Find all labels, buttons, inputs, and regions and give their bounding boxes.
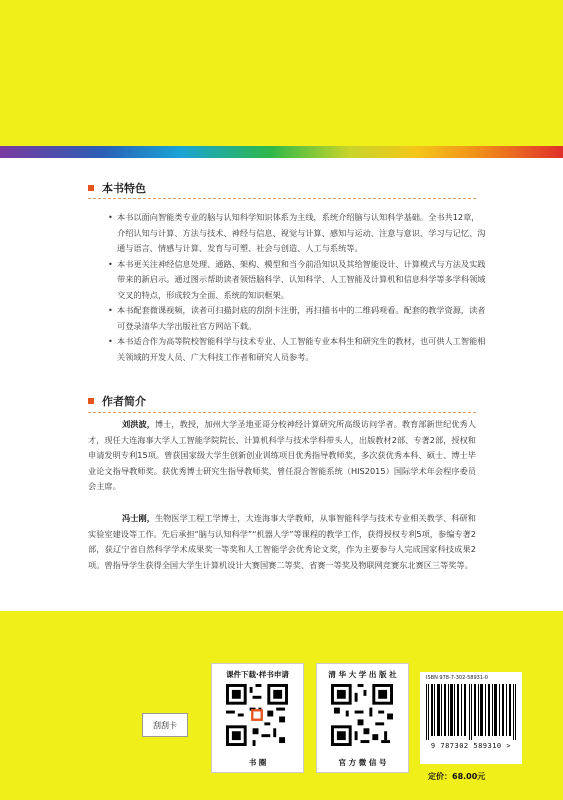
author-bio-1 [88,417,476,495]
features-list [108,210,486,365]
qr-code-icon[interactable] [331,684,393,746]
author-bio-text: 博士，教授，加州大学圣地亚哥分校神经计算研究所高级访问学者。教育部新世纪优秀人才，现任大连海事大学人工智能学院院长、计算机科学与技术学科带头人，出版教材2部、专著2部，授权和申请发明专利15项。曾获国家级大学生创新创业训练项目优秀指导教师奖，多次获优秀本科、硕士、博士毕业论文指导教师奖。获优秀博士研究生指导教师奖，曾任混合智能系统（HIS2015）国际学术年会程序委员会主席。 [88,419,476,491]
square-bullet-icon [88,398,94,404]
authors-title: 作者简介 [102,395,146,408]
divider [88,412,476,413]
qr-card-header: 清 华 大 学 出 版 社 [328,670,397,679]
feature-item: • 本书更关注神经信息处理、通路、架构、模型和当今前沿知识及其给智能设计、计算模式与方法及实践带来的新启示。通过图示帮助读者领悟脑科学、认知科学、人工智能及计算机和信息科学等多学科领域交叉的特点，形成较为全面、系统的知识框架。 [108,257,486,304]
qr-card-footer: 书 圈 [248,758,267,767]
qr-card-header: 课件下载·样书申请 [226,670,289,679]
features-title: 本书特色 [102,182,146,195]
price-label: 定价：68.00元 [428,772,486,781]
author-bio-2 [88,511,476,573]
features-heading [88,180,146,196]
scratch-card-label: 刮刮卡 [142,713,188,737]
divider [88,198,476,199]
author-name: 刘洪波， [122,419,155,429]
isbn-text: ISBN 978-7-302-58931-0 [426,675,488,681]
rainbow-stripe [0,146,563,158]
feature-item: • 本书适合作为高等院校智能科学与技术专业、人工智能专业本科生和研究生的教材，也可供人工智能相关领域的开发人员、广大科技工作者和研究人员参考。 [108,334,486,365]
qr-code-icon[interactable] [226,684,288,746]
barcode-icon [426,684,516,740]
feature-item: • 本书以面向智能类专业的脑与认知科学知识体系为主线，系统介绍脑与认知科学基础。全书共12章，介绍认知与计算、方法与技术、神经与信息、视觉与计算、感知与运动、注意与意识、学习与记忆、沟通与语言、情感与计算、发育与可塑、社会与创造、人工与系统等。 [108,210,486,257]
barcode-number: 9 787302 589310 > [430,742,512,750]
feature-item: • 本书配套微课视频，读者可扫描封底的刮刮卡注册，再扫描书中的二维码观看。配套的教学资源，读者可登录清华大学出版社官方网站下载。 [108,303,486,334]
authors-heading [88,393,146,409]
qr-card-courseware [211,663,304,773]
square-bullet-icon [88,185,94,191]
top-yellow-band [0,0,563,146]
qr-card-wechat [316,663,409,773]
author-name: 冯士刚， [122,513,155,523]
author-bio-text: 生物医学工程工学博士，大连海事大学教师，从事智能科学与技术专业相关教学、科研和实验室建设等工作。先后承担“脑与认知科学”“机器人学”等课程的教学工作，获得授权专利5项，参编专著2部，获辽宁省自然科学学术成果奖一等奖和人工智能学会优秀论文奖，作为主要参与人完成国家科技成果2项。曾指导学生获得全国大学生计算机设计大赛国赛二等奖、省赛一等奖及物联网竞赛东北赛区三等奖等。 [88,513,476,570]
isbn-barcode [420,672,522,764]
qr-card-footer: 官 方 微 信 号 [338,758,387,767]
